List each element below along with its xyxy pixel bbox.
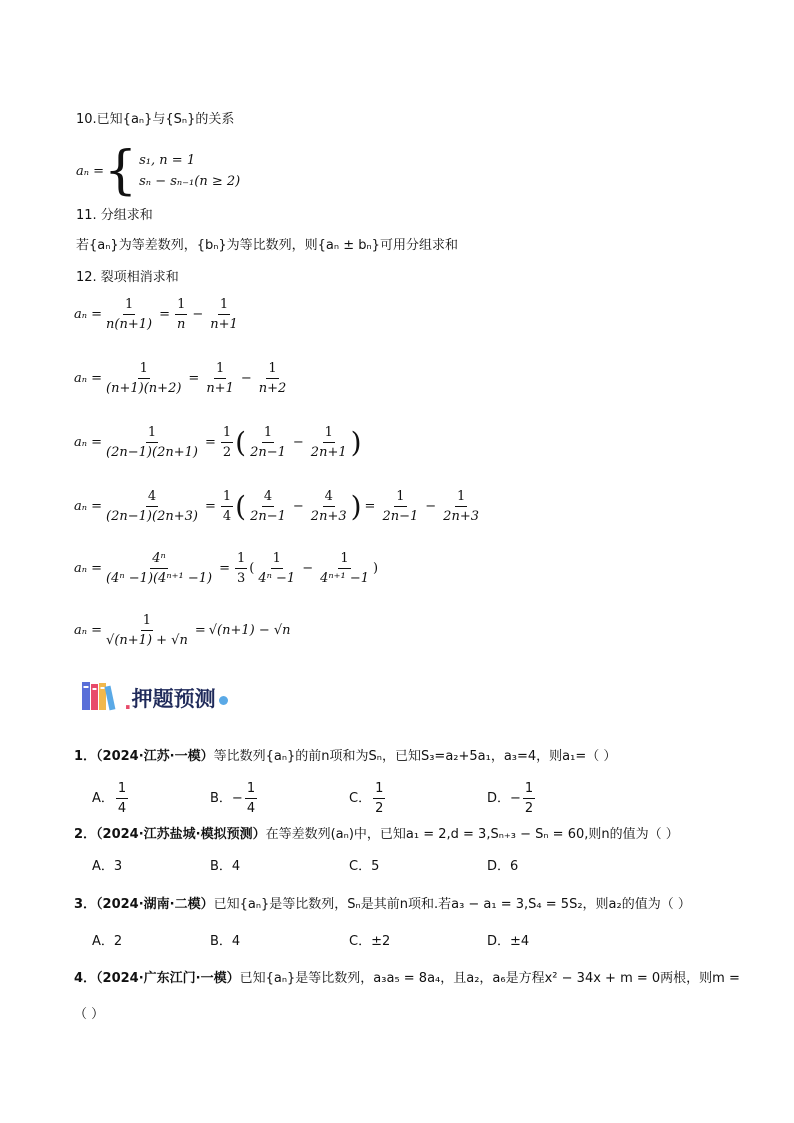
banner-title: 押题预测	[131, 687, 216, 711]
fraction: $\frac{1}{2n+3}$	[443, 489, 479, 524]
question-text: 已知{aₙ}是等比数列，a₃a₅ = 8a₄，且a₂，a₆是方程x² − 34x + m = 0两根，则m =	[239, 971, 740, 986]
question-4-answer-blank: （ ）	[74, 1007, 105, 1022]
formula-2: aₙ = $\frac{1}{(n+1)(n+2)}$ = $\frac{1}{n+1}$ − $\frac{1}{n+2}$	[74, 361, 287, 396]
formula-lhs: aₙ =	[74, 371, 103, 386]
fraction: $\frac{1}{n+1}$	[210, 297, 238, 332]
formula-5: aₙ = $\frac{\text{4ⁿ}}{\text{(4ⁿ −1)(4ⁿ⁺¹ −1)}}$ = $\frac{1}{3}$ ( $\frac{1}{\text{4ⁿ −1}}$ − $\frac{1}{\text{4ⁿ⁺¹ −1}}$ )	[74, 551, 379, 586]
question-number: 1．	[74, 749, 97, 764]
books-icon	[80, 680, 122, 712]
section-10-formula	[76, 141, 241, 201]
fraction: $\frac{1}{n+2}$	[258, 361, 287, 396]
left-brace: {	[104, 141, 138, 201]
formula-lhs: aₙ =	[74, 623, 103, 638]
formula-6: aₙ = $\frac{1}{√(n+1) + √n}$ = √(n+1) − √n	[74, 613, 291, 648]
question-4	[74, 967, 740, 986]
option-c[interactable]: C．±2	[349, 934, 391, 949]
formula-4: aₙ = $\frac{4}{(2n-1)(2n+3)}$ = $\frac{1}{4}$ ( $\frac{4}{2n-1}$ − $\frac{4}{2n+3}$ ) = $\frac{1}{2n-1}$ − $\frac{1}{2n+3}$	[74, 489, 479, 524]
option-a[interactable]: A．2	[92, 934, 123, 949]
fraction: $\frac{1}{(2n-1)(2n+1)}$	[106, 425, 198, 460]
option-b[interactable]: B．4	[210, 859, 241, 874]
fraction: $\frac{1}{(n+1)(n+2)}$	[106, 361, 182, 396]
option-b[interactable]: B．4	[210, 934, 241, 949]
question-source: （2024·广东江门·一模）	[96, 971, 240, 986]
fraction: $\frac{1}{√(n+1) + √n}$	[106, 613, 188, 648]
fraction: $\frac{1}{4}$	[222, 489, 232, 524]
section-banner	[80, 680, 228, 712]
option-a[interactable]: A． $\frac{1}{4}$	[92, 781, 127, 816]
section-10-title: 10.已知{aₙ}与{Sₙ}的关系	[76, 112, 235, 127]
option-d[interactable]: D．− $\frac{1}{2}$	[487, 781, 534, 816]
fraction: $\frac{1}{3}$	[236, 551, 246, 586]
formula-3: aₙ = $\frac{1}{(2n-1)(2n+1)}$ = $\frac{1}{2}$ ( $\frac{1}{2n-1}$ − $\frac{1}{2n+1}$ )	[74, 425, 362, 460]
question-text: 等比数列{aₙ}的前n项和为Sₙ，已知S₃=a₂+5a₁，a₃=4，则a₁=（ ）	[213, 749, 617, 764]
option-a[interactable]: A．3	[92, 859, 123, 874]
option-c[interactable]: C．5	[349, 859, 380, 874]
fraction: $\frac{1}{2n-1}$	[250, 425, 286, 460]
fraction: $\frac{1}{2}$	[222, 425, 232, 460]
option-c[interactable]: C． $\frac{1}{2}$	[349, 781, 384, 816]
formula-6-rhs: √(n+1) − √n	[208, 623, 291, 638]
fraction: $\frac{1}{2n-1}$	[382, 489, 419, 524]
fraction: $\frac{1}{\text{4ⁿ⁺¹ −1}}$	[320, 551, 370, 586]
formula-lhs: aₙ =	[74, 499, 103, 514]
question-3	[74, 893, 691, 912]
section-11-title: 11. 分组求和	[76, 208, 153, 223]
question-number: 2．	[74, 827, 97, 842]
question-source: （2024·江苏盐城·模拟预测）	[96, 827, 266, 842]
fraction: $\frac{1}{n+1}$	[206, 361, 234, 396]
banner-circle-icon	[219, 696, 228, 705]
formula-lhs: aₙ =	[76, 163, 105, 179]
fraction: $\frac{1}{n}$	[177, 297, 186, 332]
fraction: $\frac{1}{\text{4ⁿ −1}}$	[258, 551, 296, 586]
question-source: （2024·江苏·一模）	[96, 749, 214, 764]
section-11-text: 若{aₙ}为等差数列，{bₙ}为等比数列，则{aₙ ± bₙ}可用分组求和	[76, 238, 458, 253]
section-12-title: 12. 裂项相消求和	[76, 270, 179, 285]
fraction: $\frac{4}{2n-1}$	[250, 489, 286, 524]
option-d[interactable]: D．6	[487, 859, 519, 874]
fraction: $\frac{4}{(2n-1)(2n+3)}$	[106, 489, 198, 524]
question-number: 3．	[74, 897, 97, 912]
fraction: $\frac{4}{2n+3}$	[310, 489, 347, 524]
formula-lhs: aₙ =	[74, 307, 103, 322]
question-number: 4．	[74, 971, 97, 986]
banner-dot: .	[124, 690, 132, 714]
formula-1: aₙ = $\frac{1}{n(n+1)}$ = $\frac{1}{n}$ − $\frac{1}{n+1}$	[74, 297, 238, 332]
case-2: sₙ − sₙ₋₁(n ≥ 2)	[139, 174, 241, 189]
fraction: $\frac{\text{4ⁿ}}{\text{(4ⁿ −1)(4ⁿ⁺¹ −1)}}$	[106, 551, 213, 586]
option-d[interactable]: D．±4	[487, 934, 530, 949]
formula-lhs: aₙ =	[74, 561, 103, 576]
question-1	[74, 745, 616, 764]
question-text: 已知{aₙ}是等比数列，Sₙ是其前n项和.若a₃ − a₁ = 3,S₄ = 5S₂，则a₂的值为（ ）	[213, 897, 691, 912]
formula-lhs: aₙ =	[74, 435, 103, 450]
option-b[interactable]: B．− $\frac{1}{4}$	[210, 781, 256, 816]
question-source: （2024·湖南·二模）	[96, 897, 214, 912]
fraction: $\frac{1}{2n+1}$	[310, 425, 347, 460]
case-1: s₁, n = 1	[139, 153, 196, 168]
question-2	[74, 823, 679, 842]
question-text: 在等差数列(aₙ)中，已知a₁ = 2,d = 3,Sₙ₊₃ − Sₙ = 60,则n的值为（ ）	[265, 827, 679, 842]
fraction: $\frac{1}{n(n+1)}$	[106, 297, 153, 332]
